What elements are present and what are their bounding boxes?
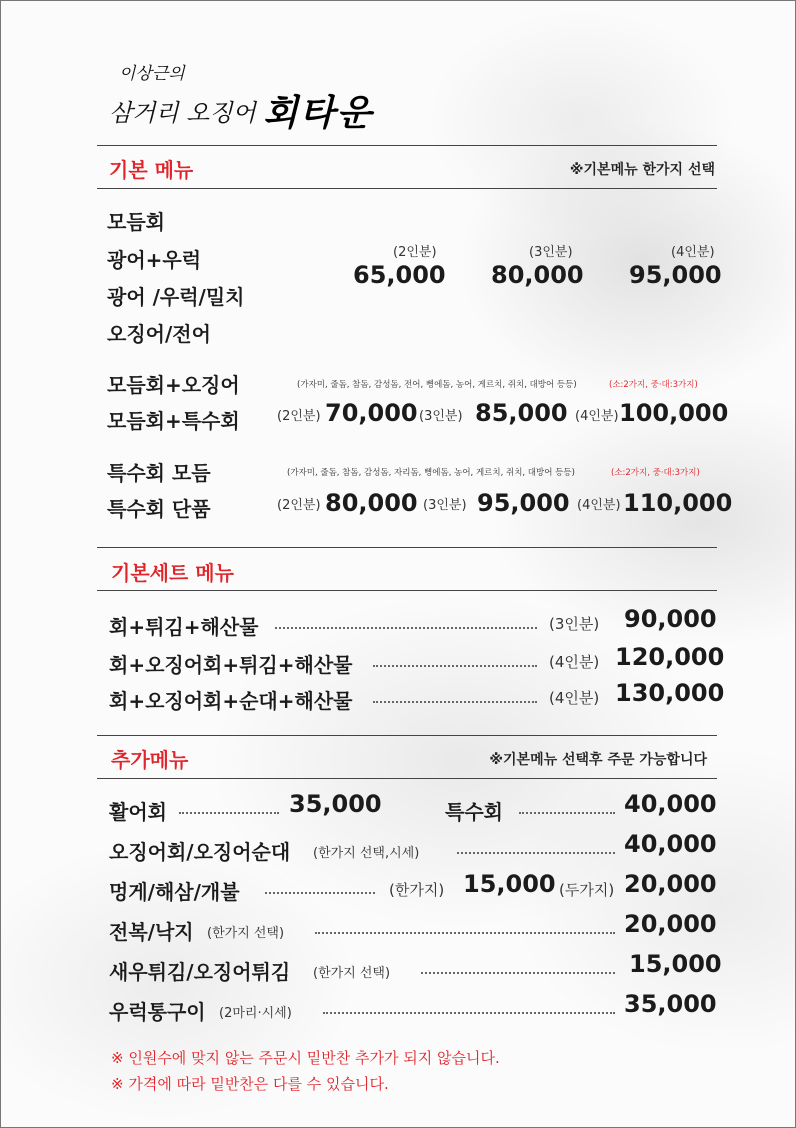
set-item-name: 회+오징어회+순대+해산물 [109, 689, 353, 713]
leader-dots [457, 852, 615, 854]
footer-note: ※ 가격에 따라 밑반찬은 다를 수 있습니다. [111, 1075, 389, 1093]
extra-item-note: (한가지) [389, 881, 445, 899]
extra-price: 35,000 [289, 790, 382, 818]
fish-count-note: (소:2가지, 중·대:3가지) [609, 380, 698, 390]
extra-item-note: (한가지 선택) [207, 926, 285, 941]
set-price: 90,000 [624, 605, 717, 633]
extra-item-name: 새우튀김/오징어튀김 [109, 960, 291, 984]
divider [97, 145, 717, 146]
size-label: (2인분) [393, 245, 437, 260]
leader-dots [315, 932, 615, 934]
basic-price: 65,000 [353, 261, 446, 289]
fish-list: (가자미, 줄돔, 참돔, 감성돔, 자리돔, 뼝에돔, 농어, 게르치, 쥐치, 대방어 등등) [287, 468, 575, 478]
size-label: (3인분) [529, 245, 573, 260]
footer-note: ※ 인원수에 맞지 않는 주문시 밑반찬 추가가 되지 않습니다. [111, 1049, 500, 1067]
extra-item-name: 특수회 [445, 800, 503, 824]
size-label: (3인분) [419, 409, 463, 424]
set-item-name: 회+튀김+해산물 [109, 615, 259, 639]
basic-item: 오징어/전어 [107, 322, 211, 346]
leader-dots [323, 1012, 615, 1014]
leader-dots [275, 627, 537, 629]
logo-brand: 회타운 [263, 92, 374, 134]
leader-dots [179, 812, 279, 814]
leader-dots [265, 892, 375, 894]
extra-menu-title: 추가메뉴 [111, 748, 189, 772]
basic-price: 80,000 [491, 261, 584, 289]
divider [97, 547, 717, 548]
size-label: (4인분) [575, 409, 619, 424]
leader-dots [421, 972, 615, 974]
combo-item: 모듬회+특수회 [107, 409, 240, 433]
size-label: (4인분) [577, 498, 621, 513]
size-label: (4인분) [671, 245, 715, 260]
extra-price: 15,000 [463, 870, 556, 898]
basic-item: 광어+우럭 [107, 248, 202, 272]
extra-item-note: (2마리·시세) [219, 1006, 292, 1021]
leader-dots [373, 701, 537, 703]
set-menu-title: 기본세트 메뉴 [111, 561, 234, 585]
leader-dots [373, 665, 537, 667]
fish-list: (가자미, 줄돔, 참돔, 감성돔, 전어, 뼝에돔, 농어, 게르치, 쥐치, 대방어 등등) [297, 380, 577, 390]
basic-menu-title: 기본 메뉴 [109, 158, 194, 182]
combo-price: 85,000 [475, 399, 568, 427]
combo-item: 특수회 모듬 [107, 461, 211, 485]
extra-item-note: (두가지) [559, 881, 615, 899]
logo-owner-name: 이상근의 [119, 64, 185, 84]
extra-item-name: 활어회 [109, 800, 167, 824]
basic-menu-note: ※기본메뉴 한가지 선택 [569, 162, 715, 178]
extra-item-name: 멍게/해삼/개불 [109, 880, 240, 904]
extra-price: 20,000 [624, 910, 717, 938]
basic-item: 광어 /우럭/밀치 [107, 285, 245, 309]
extra-price: 35,000 [624, 990, 717, 1018]
combo-price: 100,000 [619, 399, 729, 427]
extra-price: 40,000 [624, 830, 717, 858]
extra-item-note: (한가지 선택,시세) [313, 846, 420, 861]
set-item-name: 회+오징어회+튀김+해산물 [109, 653, 353, 677]
set-price: 130,000 [615, 679, 725, 707]
basic-item: 모듬회 [107, 210, 165, 234]
combo-item: 특수회 단품 [107, 497, 211, 521]
divider [97, 590, 717, 591]
extra-item-name: 전복/낙지 [109, 920, 194, 944]
combo-price: 95,000 [477, 489, 570, 517]
fish-count-note: (소:2가지, 중·대:3가지) [611, 468, 700, 478]
set-price: 120,000 [615, 643, 725, 671]
extra-item-name: 우럭통구이 [109, 1000, 206, 1024]
extra-item-note: (한가지 선택) [313, 966, 391, 981]
size-label: (2인분) [277, 409, 321, 424]
extra-price: 20,000 [624, 870, 717, 898]
extra-item-name: 오징어회/오징어순대 [109, 840, 291, 864]
extra-menu-note: ※기본메뉴 선택후 주문 가능합니다 [489, 752, 707, 768]
size-label: (4인분) [549, 689, 600, 707]
leader-dots [519, 812, 615, 814]
combo-price: 110,000 [623, 489, 733, 517]
size-label: (3인분) [423, 498, 467, 513]
divider [97, 735, 717, 736]
basic-price: 95,000 [629, 261, 722, 289]
divider [97, 778, 717, 779]
combo-price: 70,000 [325, 399, 418, 427]
combo-item: 모듬회+오징어 [107, 373, 240, 397]
divider [97, 188, 717, 189]
size-label: (2인분) [277, 498, 321, 513]
size-label: (4인분) [549, 653, 600, 671]
size-label: (3인분) [549, 615, 600, 633]
extra-price: 15,000 [629, 950, 722, 978]
combo-price: 80,000 [325, 489, 418, 517]
extra-price: 40,000 [624, 790, 717, 818]
logo-restaurant-line: 삼거리 오징어 [109, 99, 256, 127]
